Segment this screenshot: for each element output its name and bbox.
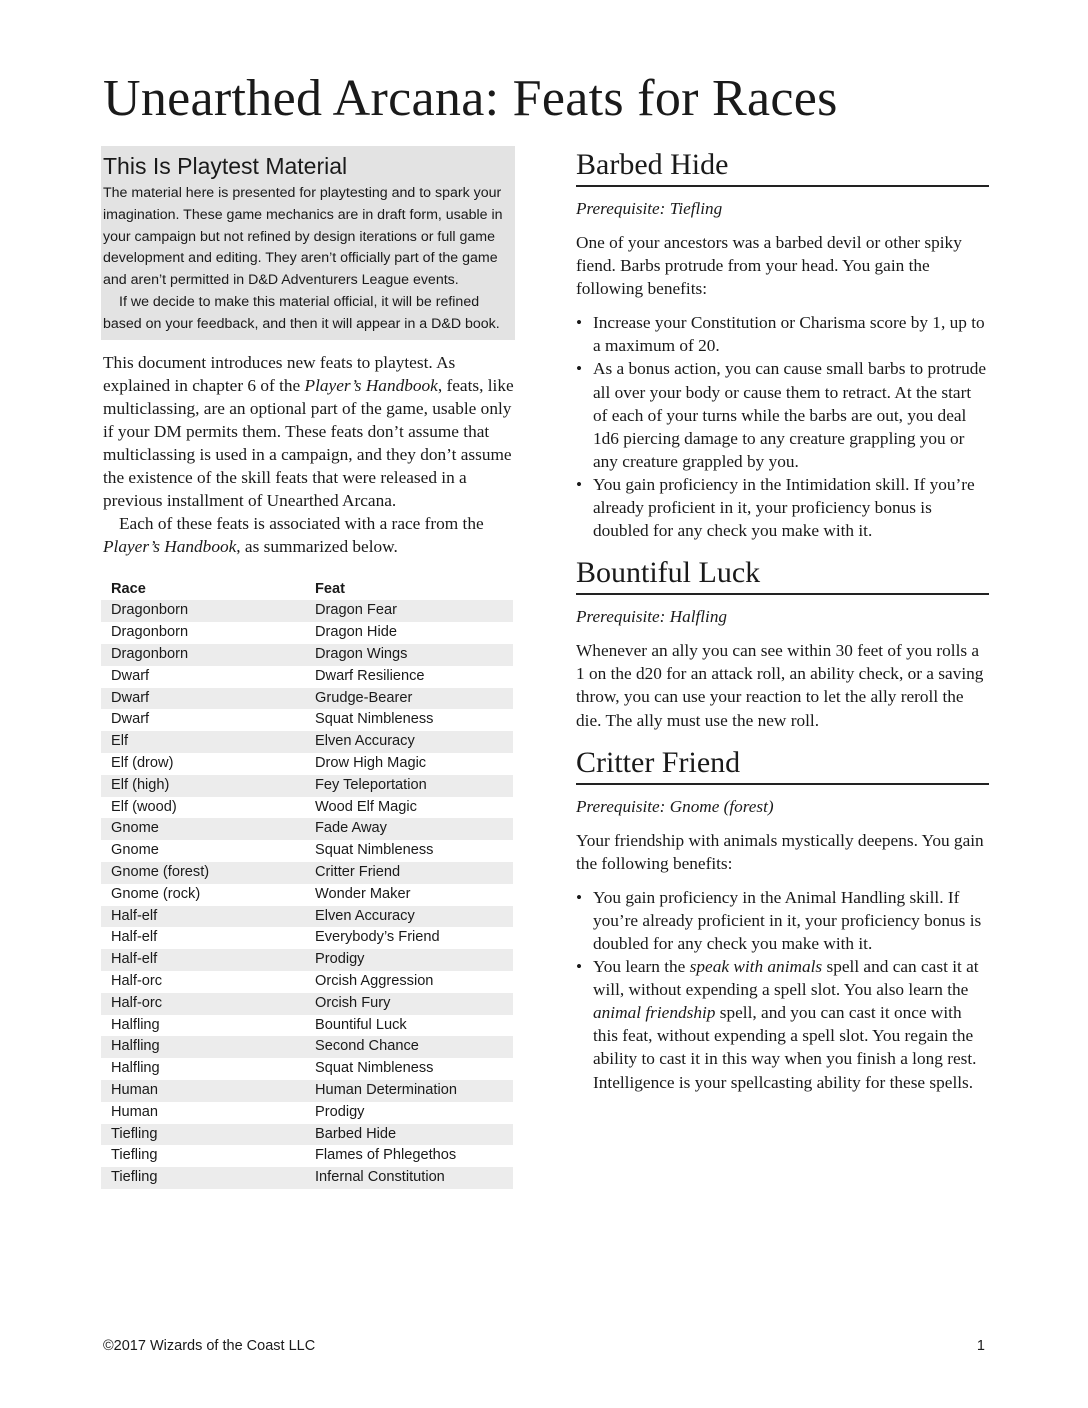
table-row [101, 731, 513, 753]
table-row [101, 906, 513, 928]
list-item: • You gain proficiency in the Intimidation skill. If you’re already proficient in it, your proficiency bonus is doubled for any check you make with it. [576, 473, 989, 542]
feat-cell: Dragon Hide [315, 624, 397, 641]
feat-cell: Squat Nimbleness [315, 1060, 434, 1077]
race-cell: Gnome (rock) [111, 885, 201, 902]
feat-cell: Orcish Fury [305, 993, 513, 1015]
table-row [101, 753, 513, 775]
section-text: Your friendship with animals mystically deepens. You gain the following benefits: [576, 830, 984, 873]
intro-paragraph: This document introduces new feats to playtest. As explained in chapter 6 of the Player’s Handbook, feats, like multiclassing, are an optional part of the game, usable only if your DM permits them. These feats don’t assume that multiclassing is used in a campaign, and they don’t assume the existence of the skill feats that were released in a previous installment of Unearthed Arcana. [103, 352, 514, 511]
section-barbed-hide [576, 146, 989, 542]
table-row [101, 709, 513, 731]
race-cell: Half-elf [111, 929, 158, 946]
intro-paragraph: Each of these feats is associated with a race from the Player’s Handbook, as summarized below. [103, 514, 484, 557]
race-cell: Dragonborn [111, 624, 189, 641]
footer-copyright: ©2017 Wizards of the Coast LLC [103, 1338, 316, 1354]
feat-cell: Orcish Aggression [315, 972, 434, 989]
feat-cell: Elven Accuracy [305, 906, 513, 928]
race-cell: Elf (high) [101, 775, 305, 797]
feat-cell: Wood Elf Magic [315, 798, 417, 815]
intro-text [101, 351, 515, 559]
section-heading: Barbed Hide [576, 146, 989, 187]
race-cell: Half-orc [111, 972, 163, 989]
feat-cell: Prodigy [305, 949, 513, 971]
table-row [101, 688, 513, 710]
race-cell: Tiefling [101, 1167, 305, 1189]
feat-cell: Human Determination [305, 1080, 513, 1102]
race-cell: Elf (drow) [111, 755, 174, 771]
race-cell: Halfling [111, 1016, 160, 1033]
race-cell: Gnome [111, 842, 159, 859]
race-cell: Halfling [111, 1060, 160, 1077]
playtest-sidebar [101, 146, 515, 340]
feat-cell: Squat Nimbleness [315, 711, 434, 728]
race-cell: Half-elf [101, 906, 305, 928]
race-cell: Dragonborn [101, 644, 305, 666]
table-row [101, 993, 513, 1015]
prerequisite: Prerequisite: Halfling [576, 607, 728, 627]
section-heading: Bountiful Luck [576, 554, 989, 595]
column-header-feat: Feat [315, 581, 346, 598]
playtest-paragraph: If we decide to make this material official, it will be refined based on your feedback, and then it will appear in a D&D book. [103, 293, 500, 332]
table-header-row [101, 578, 513, 600]
feat-cell: Wonder Maker [315, 885, 411, 902]
race-cell: Half-orc [101, 993, 305, 1015]
race-cell: Elf (wood) [111, 798, 177, 815]
feat-cell: Everybody’s Friend [315, 929, 440, 946]
feat-cell: Fey Teleportation [305, 775, 513, 797]
race-cell: Tiefling [111, 1147, 158, 1164]
feat-cell: Dragon Wings [305, 644, 513, 666]
table-row [101, 862, 513, 884]
prerequisite: Prerequisite: Tiefling [576, 199, 723, 218]
table-row [101, 1167, 513, 1189]
race-cell: Human [101, 1080, 305, 1102]
benefit-list [576, 311, 989, 542]
feat-cell: Infernal Constitution [305, 1167, 513, 1189]
race-cell: Dwarf [111, 711, 150, 728]
feat-cell: Second Chance [305, 1036, 513, 1058]
table-row [101, 1102, 513, 1124]
table-row [101, 1058, 513, 1080]
table-row [101, 840, 513, 862]
feat-cell: Grudge-Bearer [305, 688, 513, 710]
feat-cell: Dragon Fear [305, 600, 513, 622]
table-row [101, 1015, 513, 1037]
table-row [101, 797, 513, 819]
table-row [101, 1124, 513, 1146]
table-row [101, 818, 513, 840]
race-cell: Dragonborn [101, 600, 305, 622]
table-row [101, 1036, 513, 1058]
race-cell: Dwarf [111, 667, 150, 684]
table-row [101, 927, 513, 949]
table-row [101, 1080, 513, 1102]
section-bountiful-luck [576, 554, 989, 731]
race-feat-table [101, 578, 513, 1189]
table-row [101, 884, 513, 906]
feat-cell: Squat Nimbleness [315, 842, 434, 859]
race-cell: Tiefling [101, 1124, 305, 1146]
feat-cell: Elven Accuracy [305, 731, 513, 753]
feat-cell: Critter Friend [305, 862, 513, 884]
table-row [101, 666, 513, 688]
table-row [101, 600, 513, 622]
page-title: Unearthed Arcana: Feats for Races [103, 70, 838, 127]
list-item: • As a bonus action, you can cause small barbs to protrude all over your body or cause them to retract. At the start of each of your turns while the barbs are out, you deal 1d6 piercing damage to any creature grappling you or any creature grappled by you. [576, 357, 989, 472]
table-row [101, 775, 513, 797]
playtest-paragraph: The material here is presented for playtesting and to spark your imagination. These game mechanics are in draft form, usable in your campaign but not refined by design iterations or full game development and editing. They aren’t officially part of the game and aren’t permitted in D&D Adventurers League events. [103, 185, 503, 289]
feat-cell: Dwarf Resilience [315, 667, 425, 684]
race-cell: Dwarf [101, 688, 305, 710]
section-heading: Critter Friend [576, 744, 989, 785]
feat-cell: Bountiful Luck [315, 1016, 407, 1033]
table-row [101, 971, 513, 993]
playtest-heading: This Is Playtest Material [103, 153, 348, 179]
feat-cell: Fade Away [305, 818, 513, 840]
section-critter-friend [576, 744, 989, 1094]
race-cell: Elf [101, 731, 305, 753]
race-cell: Gnome [101, 818, 305, 840]
table-row [101, 622, 513, 644]
page-number: 1 [976, 1338, 985, 1354]
feat-cell: Prodigy [315, 1103, 365, 1120]
table-row [101, 644, 513, 666]
left-column [101, 146, 515, 1189]
list-item: • You gain proficiency in the Animal Handling skill. If you’re already proficient in it, your proficiency bonus is doubled for any check you make with it. [576, 886, 989, 955]
table-row [101, 949, 513, 971]
section-text: Whenever an ally you can see within 30 feet of you rolls a 1 on the d20 for an attack roll, an ability check, or a saving throw, you can use your reaction to let the ally reroll the die. The ally must use the new roll. [576, 641, 984, 730]
feat-cell: Barbed Hide [305, 1124, 513, 1146]
list-item: • You learn the speak with animals spell and can cast it at will, without expending a spell slot. You also learn the animal friendship spell, and you can cast it once with this feat, without expending a spell slot. You regain the ability to cast it in this way when you finish a long rest. Intelligence is your spellcasting ability for these spells. [576, 955, 989, 1094]
prerequisite: Prerequisite: Gnome (forest) [576, 796, 774, 816]
race-cell: Half-elf [101, 949, 305, 971]
table-row [101, 1145, 513, 1167]
race-cell: Human [111, 1103, 159, 1120]
list-item: • Increase your Constitution or Charisma score by 1, up to a maximum of 20. [576, 311, 989, 357]
right-column [576, 146, 989, 1094]
section-text: One of your ancestors was a barbed devil or other spiky fiend. Barbs protrude from your head. You gain the following benefits: [576, 233, 962, 299]
race-cell: Halfling [101, 1036, 305, 1058]
race-cell: Gnome (forest) [101, 862, 305, 884]
benefit-list [576, 886, 989, 1094]
feat-cell: Flames of Phlegethos [315, 1147, 457, 1164]
column-header-race: Race [111, 581, 146, 598]
feat-cell: Drow High Magic [315, 755, 427, 771]
